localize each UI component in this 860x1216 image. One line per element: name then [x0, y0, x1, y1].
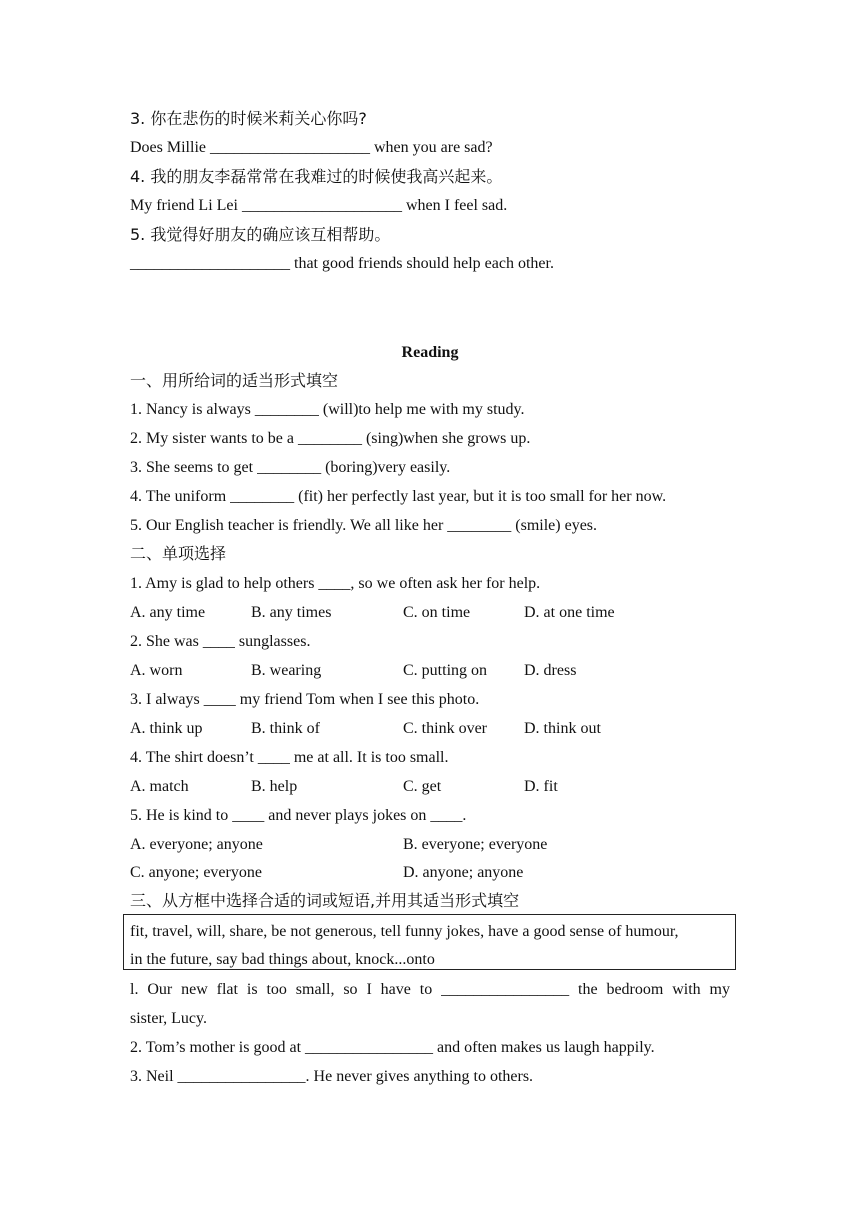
part2-heading: 二、单项选择 [130, 544, 227, 563]
part3-heading: 三、从方框中选择合适的词或短语,并用其适当形式填空 [130, 891, 520, 910]
word-box-line: in the future, say bad things about, knock...onto [130, 951, 435, 968]
mc-question: 3. I always ____ my friend Tom when I see this photo. [130, 691, 480, 708]
part1-item: 3. She seems to get ________ (boring)very easily. [130, 459, 451, 476]
mc-option: C. putting on [403, 662, 488, 679]
mc-option: B. help [251, 778, 298, 795]
part1-item: 4. The uniform ________ (fit) her perfectly last year, but it is too small for her now. [130, 488, 667, 505]
mc-option: A. everyone; anyone [130, 836, 263, 853]
mc-option: B. wearing [251, 662, 322, 679]
mc-option: C. on time [403, 604, 471, 621]
part3-item: 3. Neil ________________. He never gives anything to others. [130, 1068, 534, 1085]
mc-option: A. worn [130, 662, 183, 679]
part1-item: 1. Nancy is always ________ (will)to help me with my study. [130, 401, 525, 418]
mc-option: D. dress [524, 662, 577, 679]
mc-option: A. any time [130, 604, 206, 621]
translation-q3-english: Does Millie ____________________ when you are sad? [130, 139, 493, 156]
translation-q5-chinese: 5. 我觉得好朋友的确应该互相帮助。 [130, 225, 391, 244]
mc-question: 5. He is kind to ____ and never plays jokes on ____. [130, 807, 467, 824]
word-box-line: fit, travel, will, share, be not generous, tell funny jokes, have a good sense of humour, [130, 923, 679, 940]
section-title: Reading [401, 344, 459, 361]
word-box [123, 914, 736, 970]
part3-item-continued: sister, Lucy. [130, 1010, 207, 1027]
translation-q4-chinese: 4. 我的朋友李磊常常在我难过的时候使我高兴起来。 [130, 167, 503, 186]
part3-item: 2. Tom’s mother is good at ________________ and often makes us laugh happily. [130, 1039, 655, 1056]
part1-item: 5. Our English teacher is friendly. We all like her ________ (smile) eyes. [130, 517, 598, 534]
part1-item: 2. My sister wants to be a ________ (sing)when she grows up. [130, 430, 531, 447]
translation-q5-english: ____________________ that good friends should help each other. [130, 255, 554, 272]
part3-item: l. Our new flat is too small, so I have to ________________ the bedroom with my [130, 981, 730, 998]
mc-option: B. any times [251, 604, 332, 621]
mc-option: D. anyone; anyone [403, 864, 524, 881]
mc-option: A. think up [130, 720, 203, 737]
mc-option: A. match [130, 778, 189, 795]
mc-option: D. fit [524, 778, 558, 795]
mc-option: B. everyone; everyone [403, 836, 548, 853]
translation-q3-chinese: 3. 你在悲伤的时候米莉关心你吗? [130, 109, 367, 128]
mc-option: B. think of [251, 720, 320, 737]
mc-option: C. anyone; everyone [130, 864, 262, 881]
mc-option: C. get [403, 778, 442, 795]
mc-question: 4. The shirt doesn’t ____ me at all. It is too small. [130, 749, 449, 766]
mc-option: C. think over [403, 720, 487, 737]
translation-q4-english: My friend Li Lei ____________________ when I feel sad. [130, 197, 508, 214]
mc-question: 1. Amy is glad to help others ____, so we often ask her for help. [130, 575, 541, 592]
mc-question: 2. She was ____ sunglasses. [130, 633, 311, 650]
part1-heading: 一、用所给词的适当形式填空 [130, 371, 339, 390]
mc-option: D. at one time [524, 604, 615, 621]
mc-option: D. think out [524, 720, 601, 737]
